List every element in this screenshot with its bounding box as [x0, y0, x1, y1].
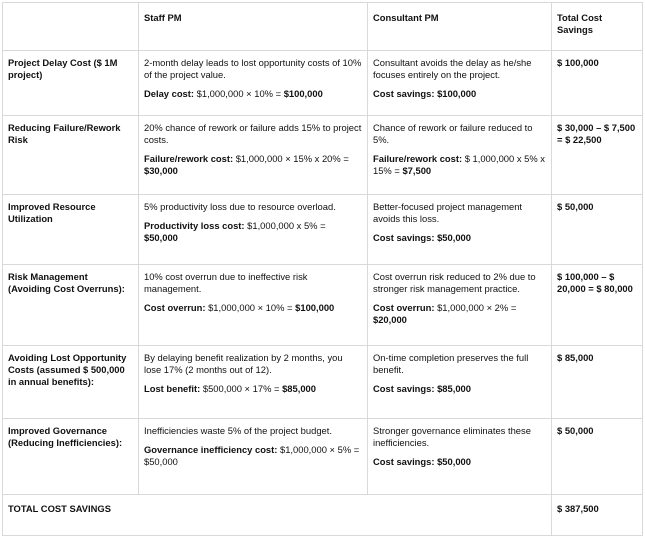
staff-pm-cell — [139, 195, 368, 265]
header-row — [3, 3, 643, 51]
row-label: Improved Governance (Reducing Inefficiencies): — [3, 419, 139, 495]
consultant-pm-cell — [368, 116, 552, 195]
staff-description: 2-month delay leads to lost opportunity costs of 10% of the project value. — [144, 57, 362, 80]
consultant-calculation: Cost savings: $50,000 — [373, 232, 471, 243]
header-consultant-pm: Consultant PM — [368, 3, 552, 51]
staff-calculation: Governance inefficiency cost: $1,000,000 × 5% = $50,000 — [144, 444, 360, 467]
row-label: Project Delay Cost ($ 1M project) — [3, 51, 139, 116]
table-row — [3, 51, 643, 116]
row-label: Improved Resource Utilization — [3, 195, 139, 265]
savings-cell: $ 50,000 — [552, 419, 643, 495]
consultant-calculation: Failure/rework cost: $ 1,000,000 x 5% x 15% = $7,500 — [373, 153, 545, 176]
header-staff-pm: Staff PM — [139, 3, 368, 51]
staff-pm-cell — [139, 265, 368, 346]
row-label: Avoiding Lost Opportunity Costs (assumed $ 500,000 in annual benefits): — [3, 346, 139, 419]
staff-pm-cell — [139, 116, 368, 195]
table-row — [3, 116, 643, 195]
staff-calculation: Failure/rework cost: $1,000,000 × 15% x 20% = $30,000 — [144, 153, 349, 176]
savings-cell: $ 30,000 – $ 7,500 = $ 22,500 — [552, 116, 643, 195]
savings-cell: $ 50,000 — [552, 195, 643, 265]
consultant-pm-cell — [368, 51, 552, 116]
consultant-description: Better-focused project management avoids this loss. — [373, 201, 523, 224]
table-row — [3, 195, 643, 265]
total-label-cell: TOTAL COST SAVINGS — [3, 495, 552, 536]
consultant-pm-cell — [368, 195, 552, 265]
consultant-calculation: Cost savings: $85,000 — [373, 383, 471, 394]
staff-calculation: Lost benefit: $500,000 × 17% = $85,000 — [144, 383, 316, 394]
staff-pm-cell — [139, 419, 368, 495]
staff-calculation: Cost overrun: $1,000,000 × 10% = $100,000 — [144, 302, 335, 313]
consultant-calculation: Cost overrun: $1,000,000 × 2% = $20,000 — [373, 302, 517, 325]
consultant-description: Stronger governance eliminates these inefficiencies. — [373, 425, 531, 448]
table-row — [3, 419, 643, 495]
staff-pm-cell — [139, 346, 368, 419]
staff-description: Inefficiencies waste 5% of the project budget. — [144, 425, 332, 436]
cost-savings-table — [2, 2, 643, 536]
staff-description: 20% chance of rework or failure adds 15% to project costs. — [144, 122, 362, 145]
staff-calculation: Productivity loss cost: $1,000,000 x 5% = $50,000 — [144, 220, 326, 243]
savings-cell: $ 100,000 — [552, 51, 643, 116]
consultant-pm-cell — [368, 419, 552, 495]
staff-description: 10% cost overrun due to ineffective risk management. — [144, 271, 308, 294]
staff-calculation: Delay cost: $1,000,000 × 10% = $100,000 — [144, 88, 323, 99]
total-value-cell: $ 387,500 — [552, 495, 643, 536]
consultant-description: Chance of rework or failure reduced to 5%. — [373, 122, 533, 145]
table-row — [3, 265, 643, 346]
staff-description: 5% productivity loss due to resource overload. — [144, 201, 336, 212]
staff-description: By delaying benefit realization by 2 months, you lose 17% (2 months out of 12). — [144, 352, 343, 375]
consultant-description: Consultant avoids the delay as he/she focuses entirely on the project. — [373, 57, 532, 80]
total-row — [3, 495, 643, 536]
consultant-calculation: Cost savings: $50,000 — [373, 456, 471, 467]
header-blank-cell — [3, 3, 139, 51]
row-label: Risk Management (Avoiding Cost Overruns): — [3, 265, 139, 346]
savings-cell: $ 85,000 — [552, 346, 643, 419]
row-label: Reducing Failure/Rework Risk — [3, 116, 139, 195]
header-total-savings: Total Cost Savings — [552, 3, 643, 51]
consultant-description: Cost overrun risk reduced to 2% due to stronger risk management practice. — [373, 271, 536, 294]
savings-cell: $ 100,000 – $ 20,000 = $ 80,000 — [552, 265, 643, 346]
table-row — [3, 346, 643, 419]
staff-pm-cell — [139, 51, 368, 116]
consultant-pm-cell — [368, 265, 552, 346]
consultant-calculation: Cost savings: $100,000 — [373, 88, 477, 99]
consultant-pm-cell — [368, 346, 552, 419]
consultant-description: On-time completion preserves the full benefit. — [373, 352, 529, 375]
